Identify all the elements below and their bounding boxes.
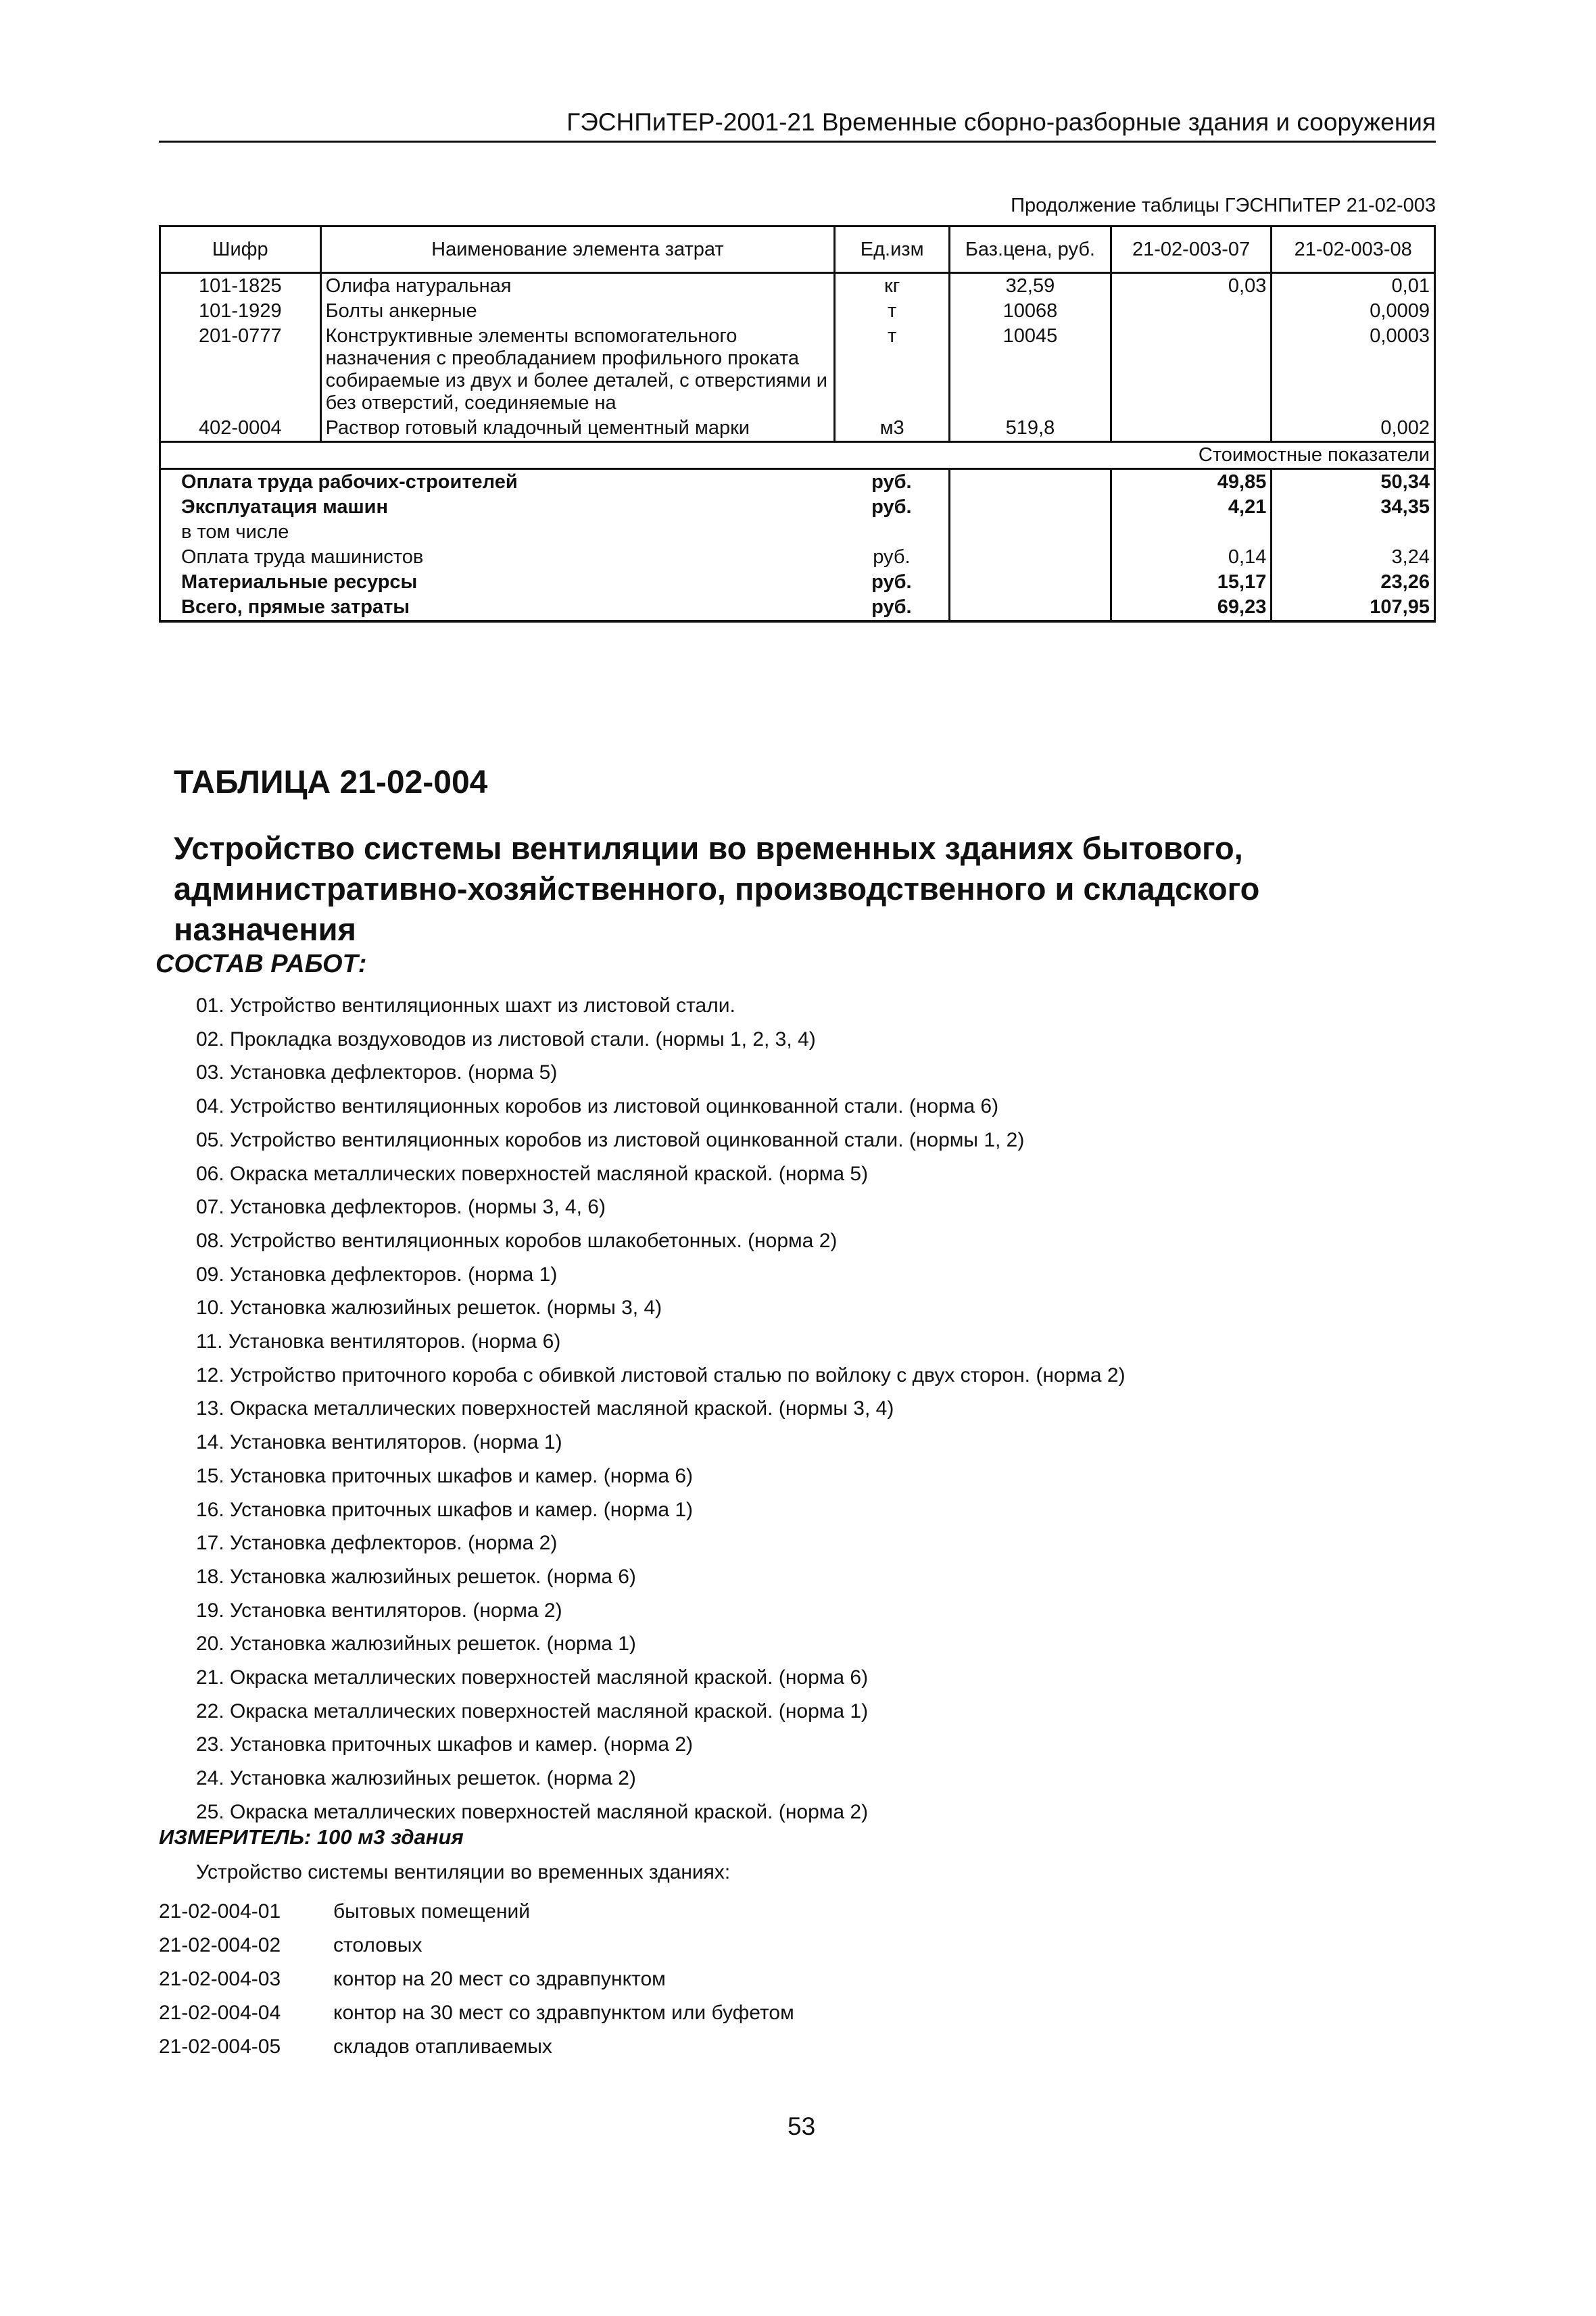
table-row	[160, 273, 1435, 299]
cell-v08: 0,0003	[1272, 324, 1435, 416]
norm-description: столовых	[333, 1934, 422, 1956]
norm-code: 21-02-004-02	[159, 1934, 281, 1956]
cell-name: Олифа натуральная	[320, 273, 835, 299]
norm-description: бытовых помещений	[333, 1900, 531, 1923]
cost-name: в том числе	[160, 520, 835, 545]
table-row	[160, 299, 1435, 324]
cost-name: Всего, прямые затраты	[160, 595, 835, 621]
cost-v08: 3,24	[1272, 545, 1435, 570]
cell-name: Болты анкерные	[320, 299, 835, 324]
work-composition-heading: СОСТАВ РАБОТ:	[155, 950, 367, 978]
table-row	[160, 324, 1435, 416]
table-continuation-label: Продолжение таблицы ГЭСНПиТЕР 21-02-003	[1011, 195, 1436, 216]
norm-code-row	[159, 1996, 794, 2030]
cost-v07: 49,85	[1111, 469, 1272, 496]
column-header: Шифр	[160, 226, 321, 273]
section-label: Стоимостные показатели	[160, 442, 1435, 469]
work-item: 24. Установка жалюзийных решеток. (норма 2)	[196, 1767, 636, 1790]
work-item: 10. Установка жалюзийных решеток. (нормы 3, 4)	[196, 1297, 662, 1320]
measure-unit: ИЗМЕРИТЕЛЬ: 100 м3 здания	[159, 1825, 464, 1849]
table-subtitle: Устройство системы вентиляции во временных зданиях бытового, административно-хозяйственного, производственного и складского назначения	[174, 830, 1260, 947]
column-header: 21-02-003-07	[1111, 226, 1272, 273]
cell-v08: 0,0009	[1272, 299, 1435, 324]
table-row	[160, 416, 1435, 442]
cost-v08	[1272, 520, 1435, 545]
cell-v07: 0,03	[1111, 273, 1272, 299]
cost-v07: 4,21	[1111, 495, 1272, 520]
cost-row	[160, 495, 1435, 520]
cell-v07	[1111, 299, 1272, 324]
cell-code: 201-0777	[160, 324, 321, 416]
work-item: 09. Установка дефлекторов. (норма 1)	[196, 1263, 558, 1286]
cost-unit: руб.	[835, 595, 950, 621]
cost-v08: 50,34	[1272, 469, 1435, 496]
norm-description: контор на 20 мест со здравпунктом	[333, 1968, 666, 1990]
work-item: 22. Окраска металлических поверхностей масляной краской. (норма 1)	[196, 1699, 869, 1722]
cell-price: 32,59	[950, 273, 1111, 299]
page-number: 53	[788, 2113, 816, 2140]
work-item: 16. Установка приточных шкафов и камер. (норма 1)	[196, 1498, 694, 1521]
cell-v08: 0,01	[1272, 273, 1435, 299]
empty-cell	[950, 595, 1111, 621]
cost-v08: 34,35	[1272, 495, 1435, 520]
cell-price: 10068	[950, 299, 1111, 324]
cell-v07	[1111, 416, 1272, 442]
cost-name: Оплата труда машинистов	[160, 545, 835, 570]
cost-row	[160, 570, 1435, 595]
table-title: ТАБЛИЦА 21-02-004	[174, 765, 488, 800]
empty-cell	[950, 495, 1111, 520]
section-row	[160, 442, 1435, 469]
norms-intro: Устройство системы вентиляции во временных зданиях:	[196, 1861, 731, 1883]
cost-row	[160, 595, 1435, 621]
work-item: 04. Устройство вентиляционных коробов из листовой оцинкованной стали. (норма 6)	[196, 1095, 999, 1118]
work-item: 19. Установка вентиляторов. (норма 2)	[196, 1599, 562, 1622]
norm-code-row	[159, 1962, 794, 1996]
running-header: ГЭСНПиТЕР-2001-21 Временные сборно-разборные здания и сооружения	[159, 108, 1436, 143]
work-item: 20. Установка жалюзийных решеток. (норма 1)	[196, 1633, 636, 1656]
work-item: 23. Установка приточных шкафов и камер. (норма 2)	[196, 1733, 694, 1756]
norm-code-row	[159, 1895, 794, 1929]
work-item: 06. Окраска металлических поверхностей масляной краской. (норма 5)	[196, 1162, 869, 1185]
cost-unit	[835, 520, 950, 545]
work-item: 12. Устройство приточного короба с обивкой листовой сталью по войлоку с двух сторон. (норма 2)	[196, 1364, 1126, 1386]
cell-v07	[1111, 324, 1272, 416]
norm-code: 21-02-004-03	[159, 1968, 281, 1990]
cell-name: Раствор готовый кладочный цементный марки	[320, 416, 835, 442]
work-item: 21. Окраска металлических поверхностей масляной краской. (норма 6)	[196, 1666, 869, 1689]
work-item: 17. Установка дефлекторов. (норма 2)	[196, 1532, 558, 1555]
work-item: 18. Установка жалюзийных решеток. (норма 6)	[196, 1565, 636, 1588]
work-item: 11. Установка вентиляторов. (норма 6)	[196, 1330, 561, 1353]
empty-cell	[950, 545, 1111, 570]
cell-price: 10045	[950, 324, 1111, 416]
cost-v07: 0,14	[1111, 545, 1272, 570]
cell-unit: м3	[835, 416, 950, 442]
cell-unit: кг	[835, 273, 950, 299]
column-header: Наименование элемента затрат	[320, 226, 835, 273]
norm-code: 21-02-004-04	[159, 2002, 281, 2024]
cost-unit: руб.	[835, 545, 950, 570]
cell-code: 101-1825	[160, 273, 321, 299]
cost-unit: руб.	[835, 469, 950, 496]
table-header-row	[160, 226, 1435, 273]
norm-codes-list	[159, 1895, 794, 2064]
work-item: 14. Установка вентиляторов. (норма 1)	[196, 1431, 562, 1454]
work-item: 03. Установка дефлекторов. (норма 5)	[196, 1061, 558, 1084]
cost-unit: руб.	[835, 495, 950, 520]
cell-code: 101-1929	[160, 299, 321, 324]
cost-row	[160, 545, 1435, 570]
norm-description: складов отапливаемых	[333, 2035, 552, 2058]
work-item: 15. Установка приточных шкафов и камер. (норма 6)	[196, 1464, 694, 1487]
empty-cell	[950, 570, 1111, 595]
cost-v08: 107,95	[1272, 595, 1435, 621]
resources-table	[159, 225, 1436, 623]
work-item: 05. Устройство вентиляционных коробов из листовой оцинкованной стали. (нормы 1, 2)	[196, 1128, 1025, 1151]
cost-name: Эксплуатация машин	[160, 495, 835, 520]
cost-v07: 15,17	[1111, 570, 1272, 595]
cost-name: Оплата труда рабочих-строителей	[160, 469, 835, 496]
norm-description: контор на 30 мест со здравпунктом или буфетом	[333, 2002, 794, 2024]
cost-v07: 69,23	[1111, 595, 1272, 621]
norm-code-row	[159, 2030, 794, 2064]
column-header: Баз.цена, руб.	[950, 226, 1111, 273]
cell-name: Конструктивные элементы вспомогательного назначения с преобладанием профильного проката собираемые из двух и более деталей, с отверстиями и без отверстий, соединяемые на	[320, 324, 835, 416]
cost-row	[160, 520, 1435, 545]
cell-unit: т	[835, 299, 950, 324]
work-item: 02. Прокладка воздуховодов из листовой стали. (нормы 1, 2, 3, 4)	[196, 1028, 816, 1051]
cell-price: 519,8	[950, 416, 1111, 442]
empty-cell	[950, 469, 1111, 496]
cell-v08: 0,002	[1272, 416, 1435, 442]
work-item: 13. Окраска металлических поверхностей масляной краской. (нормы 3, 4)	[196, 1397, 894, 1420]
work-item: 08. Устройство вентиляционных коробов шлакобетонных. (норма 2)	[196, 1229, 838, 1252]
cell-unit: т	[835, 324, 950, 416]
cost-row	[160, 469, 1435, 496]
work-items-list	[196, 989, 1126, 1829]
norm-code-row	[159, 1929, 794, 1962]
work-item: 07. Установка дефлекторов. (нормы 3, 4, 6)	[196, 1196, 606, 1219]
column-header: Ед.изм	[835, 226, 950, 273]
norm-code: 21-02-004-05	[159, 2035, 281, 2058]
cost-name: Материальные ресурсы	[160, 570, 835, 595]
work-item: 25. Окраска металлических поверхностей масляной краской. (норма 2)	[196, 1800, 869, 1823]
cell-code: 402-0004	[160, 416, 321, 442]
cost-v08: 23,26	[1272, 570, 1435, 595]
norm-code: 21-02-004-01	[159, 1900, 281, 1923]
cost-v07	[1111, 520, 1272, 545]
cost-unit: руб.	[835, 570, 950, 595]
work-item: 01. Устройство вентиляционных шахт из листовой стали.	[196, 994, 735, 1017]
column-header: 21-02-003-08	[1272, 226, 1435, 273]
empty-cell	[950, 520, 1111, 545]
